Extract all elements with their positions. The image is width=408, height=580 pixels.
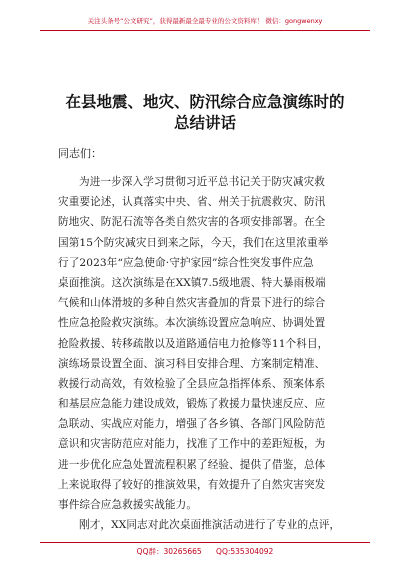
salutation: 同志们： (58, 147, 102, 160)
paragraph-1-line: 行了2023年“应急使命·守护家园”综合性突发事件应急 (58, 256, 314, 269)
paragraph-1-line: 气候和山体滑坡的多种自然灾害叠加的背景下进行的综合 (58, 297, 326, 310)
paragraph-1-line: 进一步优化应急处置流程积累了经验、提供了借鉴，总体 (58, 458, 326, 471)
paragraph-1-line: 性应急抢险救灾演练。本次演练设置应急响应、协调处置 (58, 317, 326, 330)
paragraph-1-line: 演练场景设置全面、演习科目安排合理、方案制定精准、 (58, 357, 326, 370)
footer-qq-group: QQ群：30265665 (136, 547, 202, 556)
body-text (58, 172, 360, 535)
paragraph-1-line: 意识和灾害防范应对能力，找准了工作中的差距短板，为 (58, 438, 326, 451)
paragraph-1-line: 防地灾、防泥石流等各类自然灾害的各项安排部署。在全 (58, 216, 326, 229)
footer-divider (40, 542, 370, 543)
paragraph-1-line: 上来说取得了较好的推演效果，有效提升了自然灾害突发 (58, 478, 326, 491)
paragraph-1-line: 和基层应急能力建设成效，锻炼了救援力量快速反应、应 (58, 398, 326, 411)
paragraph-1-line: 国第15个防灾减灾日到来之际，今天，我们在这里浓重举 (58, 236, 329, 249)
page-title (40, 92, 370, 134)
paragraph-1-line: 救援行动高效，有效检验了全县应急指挥体系、预案体系 (58, 377, 326, 390)
paragraph-1-line: 桌面推演。这次演练是在XX镇7.5级地震、特大暴雨极端 (58, 276, 326, 289)
footer (40, 545, 370, 559)
title-line-1: 在县地震、地灾、防汛综合应急演练时的 (65, 93, 345, 111)
title-line-2: 总结讲话 (173, 114, 236, 132)
paragraph-1-line: 灾重要论述，认真落实中央、省、州关于抗震救灾、防汛 (58, 196, 326, 209)
paragraph-2-line: 刚才，XX同志对此次桌面推演活动进行了专业的点评， (79, 519, 341, 532)
paragraph-1-line: 急联动、实战应对能力，增强了各乡镇、各部门风险防范 (58, 418, 326, 431)
paragraph-1-line: 事件综合应急救援实战能力。 (58, 499, 198, 511)
paragraph-1-line: 抢险救援、转移疏散以及道路通信电力抢修等11个科目， (58, 337, 329, 350)
paragraph-1-line: 为进一步深入学习贯彻习近平总书记关于防灾减灾救 (79, 176, 325, 188)
header-divider (40, 30, 370, 31)
footer-qq: QQ:535304092 (216, 547, 274, 556)
header-banner: 关注头条号“公文研究”，获得最新最全最专业的公文资料库！ 微信：gongwenxy (87, 17, 323, 25)
